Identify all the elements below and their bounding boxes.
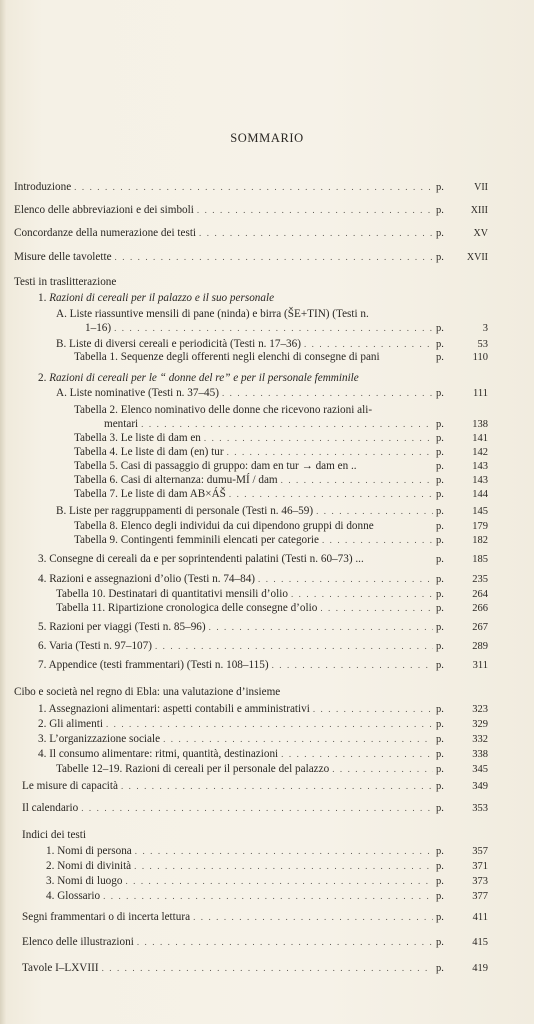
toc-page: p. 349 [436,781,488,792]
toc-page: p. 264 [436,589,488,600]
toc-page: p. 182 [436,535,488,546]
toc-entry-cibo-4[interactable]: 4. Il consumo alimentare: ritmi, quantità, destinazioni . . . p. 338 [38,748,498,761]
toc-page: p. 345 [436,764,488,775]
toc-page: p. 338 [436,749,488,760]
toc-page: p. 141 [436,433,488,444]
leader-dots [81,802,433,815]
section-heading-testi: Testi in traslitterazione [14,276,117,288]
toc-entry-indici-3[interactable]: 3. Nomi di luogo . . . p. 373 [46,875,498,888]
toc-page: p. 142 [436,447,488,458]
toc-label: Introduzione [14,181,72,193]
toc-page: p. VII [436,182,488,193]
leader-dots [313,703,433,716]
leader-dots [121,780,433,793]
leader-dots [222,387,433,400]
toc-page: p. 111 [436,388,488,399]
leader-dots [115,251,433,264]
leader-dots [141,418,433,431]
leader-dots [316,505,433,518]
toc-page: p. 289 [436,641,488,652]
toc-page: p. 377 [436,891,488,902]
toc-entry-cibo-1[interactable]: 1. Assegnazioni alimentari: aspetti contabili e amministrativi . . . p. 323 [38,703,498,716]
toc-entry-cibo-2[interactable]: 2. Gli alimenti . . . p. 329 [38,718,498,731]
toc-entry-7[interactable]: 7. Appendice (testi frammentari) (Testi n. 108–115) . . . p. 311 [38,659,498,672]
leader-dots [209,621,433,634]
toc-entry-2b[interactable]: B. Liste per raggruppamenti di personale (Testi n. 46–59) . . . p. 145 [56,505,498,518]
leader-dots [137,936,433,949]
toc-entry-tabella-5[interactable]: Tabella 5. Casi di passaggio di gruppo: dam en tur → dam en .. p. 143 [74,460,498,473]
toc-page: p. 419 [436,963,488,974]
toc-entry-abbreviazioni[interactable] [14,204,498,217]
toc-entry-indici-1[interactable]: 1. Nomi di persona . . . p. 357 [46,845,498,858]
toc-entry-5[interactable]: 5. Razioni per viaggi (Testi n. 85–96) . . . p. 267 [38,621,498,634]
leader-dots [204,432,433,445]
toc-entry-tabella-3[interactable]: Tabella 3. Le liste di dam en . . . p. 141 [74,432,498,445]
leader-dots [281,474,433,487]
toc-entry-1a-line2[interactable]: 1–16) . . . p. 3 [85,322,498,335]
toc-entry-1a-line1[interactable]: A. Liste riassuntive mensili di pane (ninda) e birra (ŠE+TIN) (Testi n. [56,308,369,320]
toc-entry-tabella-11[interactable]: Tabella 11. Ripartizione cronologica delle consegne d’olio . . . p. 266 [56,602,498,615]
toc-page: p. 110 [436,352,488,363]
toc-page: p. 143 [436,461,488,472]
toc-entry-tabella-6[interactable]: Tabella 6. Casi di alternanza: dumu-MÍ / dam . . . p. 143 [74,474,498,487]
toc-entry-3[interactable]: 3. Consegne di cereali da e per soprintendenti palatini (Testi n. 60–73) ... p. 185 [38,553,498,566]
toc-page: p. 138 [436,419,488,430]
subsection-2: 2. Razioni di cereali per le “ donne del re” e per il personale femminile [38,372,359,384]
leader-dots [193,911,433,924]
leader-dots [103,890,433,903]
subsection-1: 1. Razioni di cereali per il palazzo e il suo personale [38,292,275,304]
page-title: SOMMARIO [230,131,304,145]
leader-dots [332,763,433,776]
leader-dots [291,588,433,601]
toc-page: p. 332 [436,734,488,745]
toc-entry-2a[interactable]: A. Liste nominative (Testi n. 37–45) . . . p. 111 [56,387,498,400]
toc-entry-illustrazioni[interactable]: Elenco delle illustrazioni . . . p. 415 [22,936,498,949]
toc-page: p. 185 [436,554,488,565]
toc-page: p. 266 [436,603,488,614]
leader-dots [163,733,433,746]
toc-page: p. 357 [436,846,488,857]
toc-entry-tabella-9[interactable]: Tabella 9. Contingenti femminili elencati per categorie . . . p. 182 [74,534,498,547]
toc-page: p. 311 [436,660,488,671]
leader-dots [258,573,433,586]
toc-page: p. 323 [436,704,488,715]
leader-dots [134,860,433,873]
toc-page: p. 53 [436,339,488,350]
toc-entry-6[interactable]: 6. Varia (Testi n. 97–107) . . . p. 289 [38,640,498,653]
leader-dots [322,534,433,547]
toc-page: p. 145 [436,506,488,517]
leader-dots [272,659,433,672]
toc-page: p. 371 [436,861,488,872]
toc-label: Elenco delle abbreviazioni e dei simboli [14,204,194,216]
toc-page: p. 415 [436,937,488,948]
toc-entry-introduzione[interactable] [14,181,498,194]
toc-page: p. XV [436,228,488,239]
leader-dots [320,602,433,615]
toc-entry-calendario[interactable]: Il calendario . . . p. 353 [22,802,498,815]
leader-dots [125,875,433,888]
toc-page: p. 143 [436,475,488,486]
section-heading-indici: Indici dei testi [22,829,87,841]
toc-entry-misure-capacita[interactable]: Le misure di capacità . . . p. 349 [22,780,498,793]
toc-entry-1b[interactable]: B. Liste di diversi cereali e periodicità (Testi n. 17–36) . . . p. 53 [56,338,498,351]
leader-dots [106,718,433,731]
toc-page: p. 144 [436,489,488,500]
toc-page: p. 411 [436,912,488,923]
toc-page: p. 3 [436,323,488,334]
toc-label: Misure delle tavolette [14,251,112,263]
leader-dots [199,227,433,240]
toc-entry-tavole[interactable]: Tavole I–LXVIII . . . p. 419 [22,962,498,975]
toc-entry-tabelle-12-19[interactable]: Tabelle 12–19. Razioni di cereali per il personale del palazzo . . . p. 345 [56,763,498,776]
toc-page: p. 267 [436,622,488,633]
toc-page: p. 329 [436,719,488,730]
leader-dots [304,338,433,351]
toc-page: p. 179 [436,521,488,532]
leader-dots [74,181,433,194]
leader-dots [281,748,433,761]
toc-entry-tabella-4[interactable]: Tabella 4. Le liste di dam (en) tur . . . p. 142 [74,446,498,459]
toc-entry-tabella-10[interactable]: Tabella 10. Destinatari di quantitativi mensili d’olio . . . p. 264 [56,588,498,601]
leader-dots [197,204,433,217]
leader-dots [227,446,433,459]
toc-page: p. XVII [436,252,488,263]
toc-entry-4[interactable]: 4. Razioni e assegnazioni d’olio (Testi n. 74–84) . . . p. 235 [38,573,498,586]
leader-dots [114,322,433,335]
toc-entry-concordanze[interactable] [14,227,498,240]
toc-entry-indici-2[interactable]: 2. Nomi di divinità . . . p. 371 [46,860,498,873]
toc-entry-indici-4[interactable]: 4. Glossario . . . p. 377 [46,890,498,903]
leader-dots [102,962,433,975]
toc-label: Concordanze della numerazione dei testi [14,227,197,239]
leader-dots [155,640,433,653]
toc-entry-tabella-8[interactable]: Tabella 8. Elenco degli individui da cui dipendono gruppi di donne p. 179 [74,520,498,533]
toc-page: p. 235 [436,574,488,585]
toc-entry-tabella-2-line1[interactable]: Tabella 2. Elenco nominativo delle donne che ricevono razioni ali- [74,404,373,416]
toc-entry-cibo-3[interactable]: 3. L’organizzazione sociale . . . p. 332 [38,733,498,746]
toc-page: p. XIII [436,205,488,216]
toc-entry-segni[interactable]: Segni frammentari o di incerta lettura . . . p. 411 [22,911,498,924]
leader-dots [135,845,433,858]
toc-page: p. 353 [436,803,488,814]
leader-dots [229,488,433,501]
toc-entry-misure-tavolette[interactable] [14,251,498,264]
toc-entry-tabella-2-line2[interactable]: mentari . . . p. 138 [104,418,498,431]
toc-entry-tabella-1[interactable]: Tabella 1. Sequenze degli offerenti negli elenchi di consegne di pani p. 110 [74,351,498,364]
section-heading-cibo: Cibo e società nel regno di Ebla: una valutazione d’insieme [14,686,281,698]
toc-entry-tabella-7[interactable]: Tabella 7. Le liste di dam AB×ÁŠ . . . p. 144 [74,488,498,501]
toc-page: p. 373 [436,876,488,887]
